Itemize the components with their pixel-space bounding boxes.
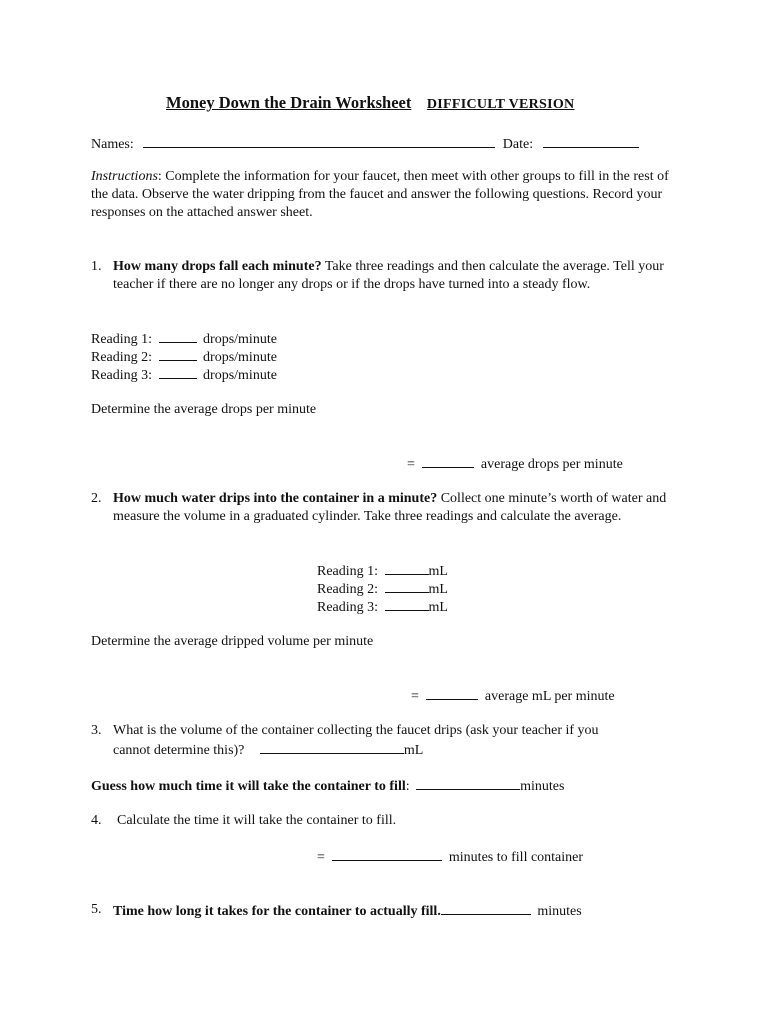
reading-label: Reading 2:	[317, 582, 379, 597]
guess-blank[interactable]	[416, 776, 520, 790]
reading-label: Reading 3:	[91, 368, 153, 383]
q5-unit: minutes	[537, 904, 582, 919]
equals-sign: =	[407, 457, 415, 472]
reading-label: Reading 3:	[317, 600, 379, 615]
q2-reading-1	[317, 561, 448, 581]
q3-line-1: What is the volume of the container collecting the faucet drips (ask your teacher if you	[113, 723, 599, 738]
q5-number: 5.	[91, 902, 102, 917]
names-label: Names:	[91, 137, 134, 152]
q1-number: 1.	[91, 259, 102, 274]
date-blank[interactable]	[543, 134, 639, 148]
page-title: Money Down the Drain Worksheet	[166, 93, 412, 112]
q1-text	[113, 258, 669, 294]
q5-row	[113, 901, 582, 921]
q5-time-blank[interactable]	[441, 901, 531, 915]
equals-sign: =	[317, 850, 325, 865]
date-label: Date:	[502, 137, 534, 152]
guess-unit: minutes	[520, 779, 565, 794]
q4-result-row	[317, 847, 583, 867]
q2-result-row	[411, 686, 615, 706]
q2-text	[113, 490, 683, 526]
q2-reading-2	[317, 579, 448, 599]
q4-text: Calculate the time it will take the container to fill.	[117, 813, 397, 828]
instructions-text: : Complete the information for your faucet, then meet with other groups to fill in the rest of the data. Observe the water dripping from the faucet and answer the following questions. Record your responses on the attached answer sheet.	[91, 169, 669, 220]
q1-result-row	[407, 454, 623, 474]
q4-number: 4.	[91, 813, 102, 828]
q2-determine: Determine the average dripped volume per minute	[91, 634, 374, 649]
q3-question-end: cannot determine this)?	[113, 743, 245, 758]
instructions-label: Instructions	[91, 169, 158, 184]
q4-result-unit: minutes to fill container	[448, 850, 584, 865]
q3-number: 3.	[91, 723, 102, 738]
q2-question: How much water drips into the container in a minute?	[113, 491, 438, 506]
names-row	[91, 134, 639, 154]
reading-unit: mL	[428, 564, 448, 579]
q1-detail: Take three readings and then calculate the average. Tell your teacher if there are no longer any drops or if the drops have turned into a steady flow.	[113, 259, 664, 292]
reading-label: Reading 1:	[91, 332, 153, 347]
version-label: DIFFICULT VERSION	[426, 97, 575, 112]
reading-blank[interactable]	[385, 597, 429, 611]
reading-blank[interactable]	[159, 329, 197, 343]
q2-average-blank[interactable]	[426, 686, 478, 700]
q3-unit: mL	[403, 743, 424, 758]
q1-reading-1	[91, 329, 277, 349]
q3-volume-blank[interactable]	[260, 740, 404, 754]
q5-question: Time how long it takes for the container to actually fill.	[113, 904, 441, 919]
reading-blank[interactable]	[159, 347, 197, 361]
reading-label: Reading 2:	[91, 350, 153, 365]
guess-row	[91, 776, 564, 796]
reading-unit: drops/minute	[203, 368, 277, 383]
q2-result-unit: average mL per minute	[484, 689, 615, 704]
q2-detail: Collect one minute’s worth of water and measure the volume in a graduated cylinder. Take three readings and calculate the average.	[113, 491, 667, 524]
names-blank[interactable]	[143, 134, 495, 148]
q1-question: How many drops fall each minute?	[113, 259, 322, 274]
q2-reading-3	[317, 597, 448, 617]
reading-unit: drops/minute	[203, 350, 277, 365]
q1-determine: Determine the average drops per minute	[91, 402, 317, 417]
reading-unit: drops/minute	[203, 332, 277, 347]
q1-average-blank[interactable]	[422, 454, 474, 468]
q2-number: 2.	[91, 491, 102, 506]
guess-label: Guess how much time it will take the container to fill	[91, 779, 406, 794]
guess-colon: :	[405, 779, 410, 794]
reading-blank[interactable]	[385, 561, 429, 575]
reading-label: Reading 1:	[317, 564, 379, 579]
q1-reading-2	[91, 347, 277, 367]
q3-line-2	[113, 740, 423, 760]
q4-time-blank[interactable]	[332, 847, 442, 861]
q1-reading-3	[91, 365, 277, 385]
reading-blank[interactable]	[159, 365, 197, 379]
title-row	[166, 94, 574, 114]
q1-result-unit: average drops per minute	[480, 457, 623, 472]
reading-blank[interactable]	[385, 579, 429, 593]
reading-unit: mL	[428, 600, 448, 615]
instructions	[91, 168, 681, 222]
reading-unit: mL	[428, 582, 448, 597]
equals-sign: =	[411, 689, 419, 704]
